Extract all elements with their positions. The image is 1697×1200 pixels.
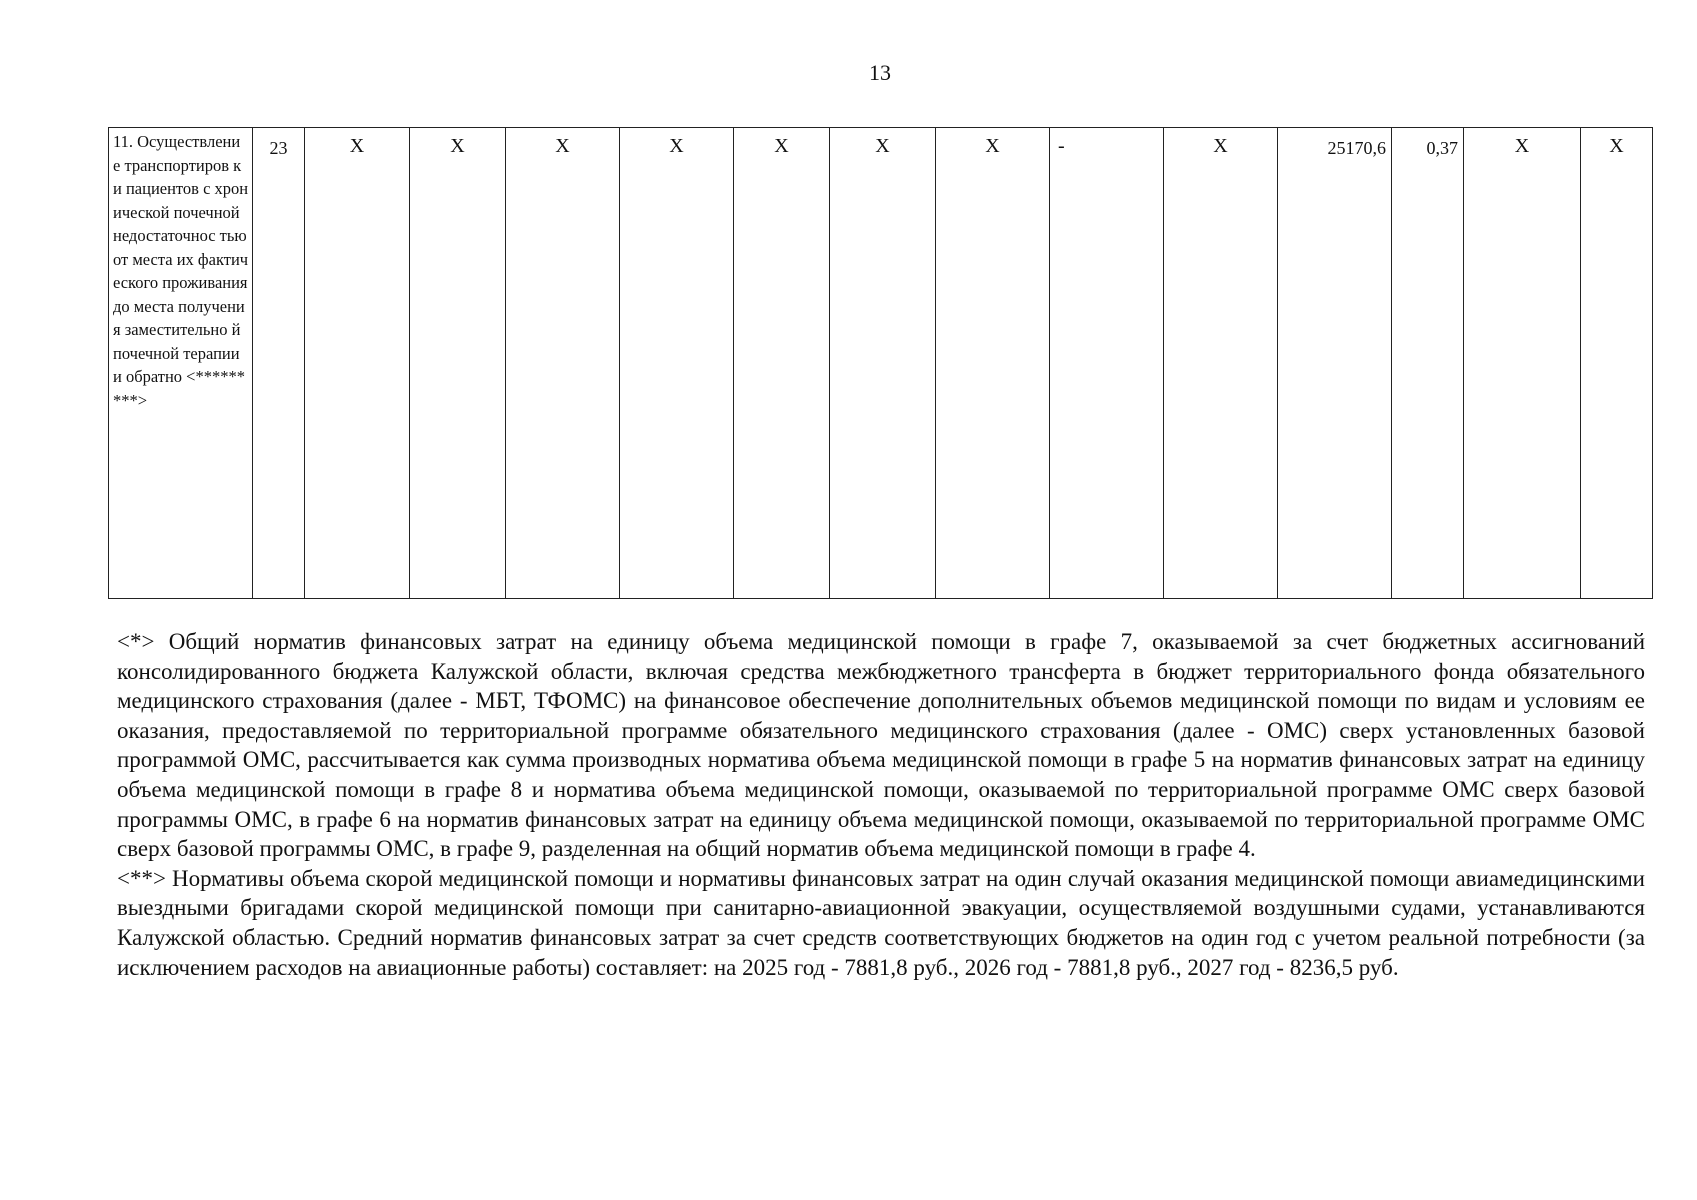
page-number: 13 xyxy=(869,60,891,85)
footnote-2: <**> Нормативы объема скорой медицинской помощи и нормативы финансовых затрат на один случай оказания медицинской помощи авиамедицинскими выездными бригадами скорой медицинской помощи при санитарно-авиационной эвакуации, осуществляемой воздушными судами, устанавливаются Калужской областью. Средний норматив финансовых затрат за счет средств соответствующих бюджетов на один год с учетом реальной потребности (за исключением расходов на авиационные работы) составляет: на 2025 год - 7881,8 руб., 2026 год - 7881,8 руб., 2027 год - 8236,5 руб. xyxy=(117,865,1645,980)
table-cell: X xyxy=(936,128,1050,599)
table-cell: X xyxy=(1581,128,1653,599)
footnote-1: <*> Общий норматив финансовых затрат на единицу объема медицинской помощи в графе 7, оказываемой за счет бюджетных ассигнований консолидированного бюджета Калужской области, включая средства межбюджетного трансферта в бюджет территориального фонда обязательного медицинского страхования (далее - МБТ, ТФОМС) на финансовое обеспечение дополнительных объемов медицинской помощи по видам и условиям ее оказания, предоставляемой по территориальной программе обязательного медицинского страхования (далее - ОМС) сверх установленных базовой программой ОМС, рассчитывается как сумма производных норматива объема медицинской помощи в графе 5 на норматив финансовых затрат на единицу объема медицинской помощи в графе 8 и норматива объема медицинской помощи, оказываемой по территориальной программе ОМС сверх базовой программы ОМС, в графе 6 на норматив финансовых затрат на единицу объема медицинской помощи, оказываемой по территориальной программе ОМС сверх базовой программы ОМС, в графе 9, разделенная на общий норматив объема медицинской помощи в графе 4. xyxy=(117,629,1645,862)
table-cell: X xyxy=(305,128,410,599)
table-cell: X xyxy=(830,128,936,599)
table-cell: X xyxy=(1464,128,1581,599)
table-cell: 0,37 xyxy=(1392,128,1464,599)
table-cell: X xyxy=(1164,128,1278,599)
table-cell: X xyxy=(734,128,830,599)
table-cell: 25170,6 xyxy=(1278,128,1392,599)
footnotes xyxy=(117,627,1645,982)
table-cell: X xyxy=(506,128,620,599)
norms-table xyxy=(108,127,1653,599)
table-cell: 23 xyxy=(253,128,305,599)
table-cell: X xyxy=(620,128,734,599)
table-cell: - xyxy=(1050,128,1164,599)
row-name-cell: 11. Осуществлени е транспортиров ки пациентов с хронической почечной недостаточнос тью от места их фактического проживания до места получения заместительно й почечной терапии и обратно <*********> xyxy=(109,128,253,599)
table-cell: X xyxy=(410,128,506,599)
table-row xyxy=(109,128,1653,599)
